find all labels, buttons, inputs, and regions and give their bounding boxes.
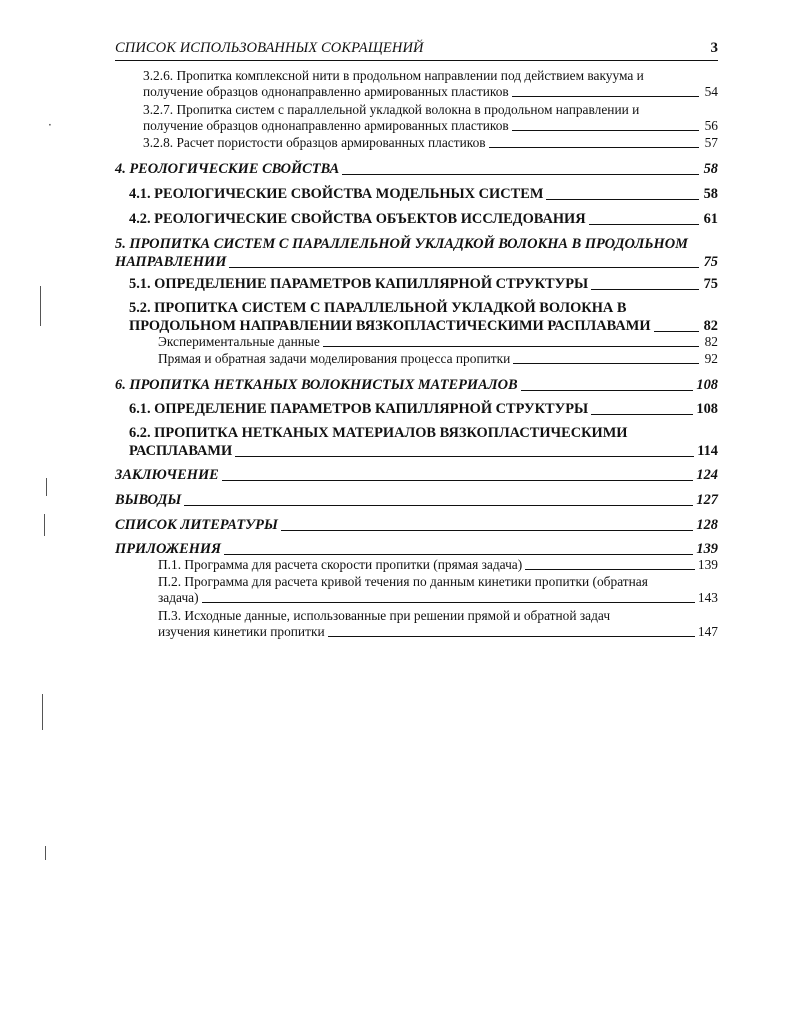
toc-entry-title: ПРОДОЛЬНОМ НАПРАВЛЕНИИ ВЯЗКОПЛАСТИЧЕСКИМИ РАСПЛАВАМИ — [129, 318, 651, 334]
toc-entry[interactable] — [129, 185, 718, 203]
toc-leader-line — [229, 267, 699, 268]
toc-leader-line — [202, 602, 695, 603]
toc-page-number: 139 — [697, 557, 718, 572]
toc-page-number: 82 — [703, 318, 718, 334]
toc-leader-line — [513, 363, 699, 364]
toc-entry-title: ЗАКЛЮЧЕНИЕ — [115, 467, 219, 483]
toc-entry[interactable] — [129, 400, 718, 418]
toc-leader-line — [235, 456, 694, 457]
toc-entry-title: получение образцов однонаправленно армированных пластиков — [143, 84, 509, 99]
toc-leader-line — [512, 130, 699, 131]
toc-entry-title: изучения кинетики пропитки — [158, 624, 325, 639]
toc-page-number: 58 — [703, 186, 718, 202]
toc-entry-title: Прямая и обратная задачи моделирования процесса пропитки — [158, 351, 511, 366]
toc-entry-title: РАСПЛАВАМИ — [129, 443, 233, 459]
toc-entry[interactable] — [129, 299, 718, 335]
toc-entry[interactable] — [115, 466, 718, 484]
toc-leader-line — [342, 174, 699, 175]
toc-leader-line — [654, 331, 699, 332]
scan-mark — [44, 514, 45, 536]
toc-entry-title: П.2. Программа для расчета кривой течения по данным кинетики пропитки (обратная — [158, 574, 648, 589]
toc-entry-title: П.3. Исходные данные, использованные при решении прямой и обратной задач — [158, 608, 611, 623]
toc-entry[interactable] — [158, 608, 718, 640]
toc-page-number: 108 — [696, 401, 718, 417]
toc-entry-title: задача) — [158, 590, 199, 605]
toc-leader-line — [589, 224, 699, 225]
toc-entry[interactable] — [158, 574, 718, 606]
toc-page-number: 75 — [703, 254, 718, 270]
toc-entry-title: 5.1. ОПРЕДЕЛЕНИЕ ПАРАМЕТРОВ КАПИЛЛЯРНОЙ СТРУКТУРЫ — [129, 276, 589, 292]
toc-entry-title: 6.2. ПРОПИТКА НЕТКАНЫХ МАТЕРИАЛОВ ВЯЗКОПЛАСТИЧЕСКИМИ — [129, 425, 628, 441]
toc-entry[interactable] — [115, 376, 718, 394]
toc-entry[interactable] — [143, 102, 718, 134]
toc-entry-title: Экспериментальные данные — [158, 334, 320, 349]
toc-leader-line — [281, 530, 694, 531]
toc-page-number: 61 — [703, 211, 718, 227]
scan-mark — [46, 478, 47, 496]
header-page-number: 3 — [710, 40, 718, 56]
toc-entry-title: 3.2.8. Расчет пористости образцов армированных пластиков — [143, 135, 486, 150]
toc-entry-title: 5.2. ПРОПИТКА СИСТЕМ С ПАРАЛЛЕЛЬНОЙ УКЛАДКОЙ ВОЛОКНА В — [129, 300, 627, 316]
scan-mark — [42, 694, 43, 730]
toc-entry[interactable] — [143, 135, 718, 151]
toc-entry[interactable] — [115, 160, 718, 178]
toc-entry-title: получение образцов однонаправленно армированных пластиков — [143, 118, 509, 133]
toc-page-number: 82 — [704, 334, 718, 349]
toc-entry-title: 5. ПРОПИТКА СИСТЕМ С ПАРАЛЛЕЛЬНОЙ УКЛАДКОЙ ВОЛОКНА В ПРОДОЛЬНОМ — [115, 236, 688, 252]
toc-entry[interactable] — [129, 424, 718, 460]
toc-entry[interactable] — [129, 275, 718, 293]
toc-page-number: 75 — [703, 276, 718, 292]
toc-page-number: 124 — [696, 467, 718, 483]
toc-entry[interactable] — [158, 557, 718, 573]
toc-entry-title: 4. РЕОЛОГИЧЕСКИЕ СВОЙСТВА — [115, 161, 340, 177]
toc-entry-title: 3.2.7. Пропитка систем с параллельной укладкой волокна в продольном направлении и — [143, 102, 640, 117]
toc-leader-line — [546, 199, 699, 200]
toc-entry[interactable] — [115, 235, 718, 271]
toc-entry-title: ПРИЛОЖЕНИЯ — [115, 541, 222, 557]
toc-page-number: 143 — [697, 590, 718, 605]
toc-entry[interactable] — [129, 210, 718, 228]
toc-entry[interactable] — [115, 516, 718, 534]
toc-entry-title: НАПРАВЛЕНИИ — [115, 254, 227, 270]
page-header — [115, 40, 718, 61]
toc-leader-line — [184, 505, 693, 506]
toc-entry-title: 6. ПРОПИТКА НЕТКАНЫХ ВОЛОКНИСТЫХ МАТЕРИАЛОВ — [115, 377, 518, 393]
toc-entry-title: 3.2.6. Пропитка комплексной нити в продольном направлении под действием вакуума и — [143, 68, 644, 83]
toc-leader-line — [222, 480, 694, 481]
toc-leader-line — [525, 569, 695, 570]
toc-page-number: 127 — [696, 492, 718, 508]
toc-leader-line — [521, 390, 694, 391]
toc-leader-line — [591, 414, 693, 415]
header-title: СПИСОК ИСПОЛЬЗОВАННЫХ СОКРАЩЕНИЙ — [115, 40, 424, 56]
toc-entry[interactable] — [115, 491, 718, 509]
toc-page-number: 57 — [704, 135, 718, 150]
toc-entry-title: ВЫВОДЫ — [115, 492, 182, 508]
toc-leader-line — [323, 346, 699, 347]
toc-leader-line — [489, 147, 699, 148]
scan-mark — [40, 286, 41, 326]
toc-leader-line — [224, 554, 693, 555]
toc-page-number: 56 — [704, 118, 718, 133]
toc-entry[interactable] — [143, 68, 718, 100]
toc-page-number: 54 — [704, 84, 718, 99]
toc-leader-line — [328, 636, 695, 637]
toc-page-number: 139 — [696, 541, 718, 557]
toc-entry[interactable] — [158, 334, 718, 350]
toc-page-number: 58 — [703, 161, 718, 177]
toc-leader-line — [591, 289, 699, 290]
toc-page-number: 147 — [697, 624, 718, 639]
toc-page-number: 108 — [696, 377, 718, 393]
toc-entry-title: СПИСОК ЛИТЕРАТУРЫ — [115, 517, 278, 533]
toc-leader-line — [512, 96, 699, 97]
scan-mark: · — [48, 118, 52, 132]
toc-entry-title: 4.2. РЕОЛОГИЧЕСКИЕ СВОЙСТВА ОБЪЕКТОВ ИССЛЕДОВАНИЯ — [129, 211, 586, 227]
scan-mark — [45, 846, 46, 860]
toc-entry-title: 6.1. ОПРЕДЕЛЕНИЕ ПАРАМЕТРОВ КАПИЛЛЯРНОЙ СТРУКТУРЫ — [129, 401, 589, 417]
toc-entry-title: П.1. Программа для расчета скорости пропитки (прямая задача) — [158, 557, 523, 572]
toc-entry[interactable] — [158, 351, 718, 367]
toc-page-number: 128 — [696, 517, 718, 533]
toc-entry-title: 4.1. РЕОЛОГИЧЕСКИЕ СВОЙСТВА МОДЕЛЬНЫХ СИСТЕМ — [129, 186, 544, 202]
toc-page-number: 114 — [697, 443, 718, 459]
toc-entry[interactable] — [115, 540, 718, 558]
toc-page-number: 92 — [704, 351, 718, 366]
